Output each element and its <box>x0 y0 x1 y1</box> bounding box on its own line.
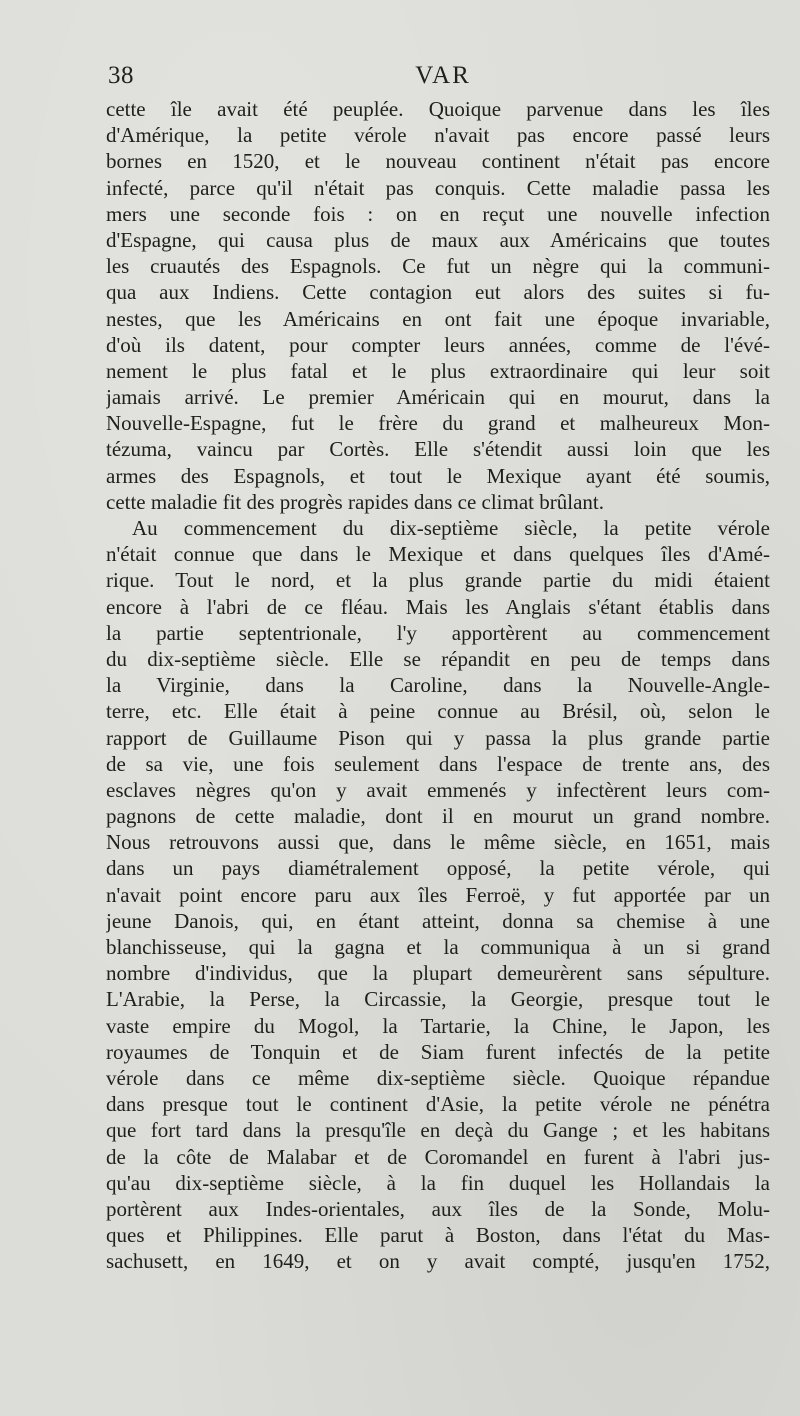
text-line: de la côte de Malabar et de Coromandel en furent à l'abri jus- <box>106 1144 770 1169</box>
text-line: d'Espagne, qui causa plus de maux aux Américains que toutes <box>106 227 770 252</box>
text-line: Au commencement du dix-septième siècle, la petite vérole <box>132 516 770 540</box>
page-number: 38 <box>108 62 134 89</box>
text-line: esclaves nègres qu'on y avait emmenés y infectèrent leurs com- <box>106 777 770 802</box>
text-line: Nouvelle-Espagne, fut le frère du grand et malheureux Mon- <box>106 411 770 436</box>
text-line: jeune Danois, qui, en étant atteint, donna sa chemise à une <box>106 908 770 933</box>
text-line: tézuma, vaincu par Cortès. Elle s'étendit aussi loin que les <box>106 437 770 462</box>
text-line: de sa vie, une fois seulement dans l'espace de trente ans, des <box>106 751 770 776</box>
text-line: n'était connue que dans le Mexique et dans quelques îles d'Amé- <box>106 542 770 567</box>
text-line: dans un pays diamétralement opposé, la petite vérole, qui <box>106 856 770 881</box>
text-line: nement le plus fatal et le plus extraordinaire qui leur soit <box>106 358 770 383</box>
text-line: mers une seconde fois : on en reçut une nouvelle infection <box>106 201 770 226</box>
text-line: cette maladie fit des progrès rapides dans ce climat brûlant. <box>106 489 604 514</box>
text-line: qu'au dix-septième siècle, à la fin duquel les Hollandais la <box>106 1170 770 1195</box>
text-line: Nous retrouvons aussi que, dans le même siècle, en 1651, mais <box>106 830 770 855</box>
text-line: blanchisseuse, qui la gagna et la communiqua à un si grand <box>106 935 770 959</box>
text-line: royaumes de Tonquin et de Siam furent infectés de la petite <box>106 1039 770 1064</box>
text-line: infecté, parce qu'il n'était pas conquis. Cette maladie passa les <box>106 175 770 200</box>
text-line: n'avait point encore paru aux îles Ferroë, y fut apportée par un <box>106 882 770 907</box>
paragraph-1 <box>106 96 770 515</box>
text-line: pagnons de cette maladie, dont il en mourut un grand nombre. <box>106 804 770 829</box>
text-line: du dix-septième siècle. Elle se répandit en peu de temps dans <box>106 646 770 671</box>
text-line: bornes en 1520, et le nouveau continent n'était pas encore <box>106 149 770 174</box>
text-line: vérole dans ce même dix-septième siècle. Quoique répandue <box>106 1065 770 1090</box>
text-line: portèrent aux Indes-orientales, aux îles de la Sonde, Molu- <box>106 1196 770 1221</box>
text-line: terre, etc. Elle était à peine connue au Brésil, où, selon le <box>106 699 770 724</box>
body-text <box>106 96 770 1274</box>
text-line: cette île avait été peuplée. Quoique parvenue dans les îles <box>106 97 770 121</box>
text-line: ques et Philippines. Elle parut à Boston, dans l'état du Mas- <box>106 1223 770 1248</box>
text-line: jamais arrivé. Le premier Américain qui en mourut, dans la <box>106 385 770 410</box>
page-header <box>108 62 768 96</box>
running-head: VAR <box>415 62 471 89</box>
text-line: rapport de Guillaume Pison qui y passa la plus grande partie <box>106 725 770 750</box>
text-line: d'Amérique, la petite vérole n'avait pas encore passé leurs <box>106 123 770 148</box>
text-line: d'où ils datent, pour compter leurs années, comme de l'évé- <box>106 332 770 357</box>
text-line: vaste empire du Mogol, la Tartarie, la Chine, le Japon, les <box>106 1013 770 1038</box>
text-line: rique. Tout le nord, et la plus grande partie du midi étaient <box>106 568 770 593</box>
text-line: sachusett, en 1649, et on y avait compté, jusqu'en 1752, <box>106 1249 770 1274</box>
text-line: les cruautés des Espagnols. Ce fut un nègre qui la communi- <box>106 254 770 279</box>
text-line: la Virginie, dans la Caroline, dans la Nouvelle-Angle- <box>106 673 770 698</box>
text-line: encore à l'abri de ce fléau. Mais les Anglais s'étant établis dans <box>106 594 770 619</box>
text-line: nestes, que les Américains en ont fait une époque invariable, <box>106 306 770 331</box>
text-line: que fort tard dans la presqu'île en deçà du Gange ; et les habitans <box>106 1118 770 1143</box>
text-line: dans presque tout le continent d'Asie, la petite vérole ne pénétra <box>106 1092 770 1117</box>
text-line: nombre d'individus, que la plupart demeurèrent sans sépulture. <box>106 961 770 986</box>
text-line: L'Arabie, la Perse, la Circassie, la Georgie, presque tout le <box>106 987 770 1012</box>
text-line: la partie septentrionale, l'y apportèrent au commencement <box>106 620 770 645</box>
text-line: armes des Espagnols, et tout le Mexique ayant été soumis, <box>106 463 770 488</box>
text-line: qua aux Indiens. Cette contagion eut alors des suites si fu- <box>106 280 770 305</box>
paragraph-2 <box>106 515 770 1274</box>
